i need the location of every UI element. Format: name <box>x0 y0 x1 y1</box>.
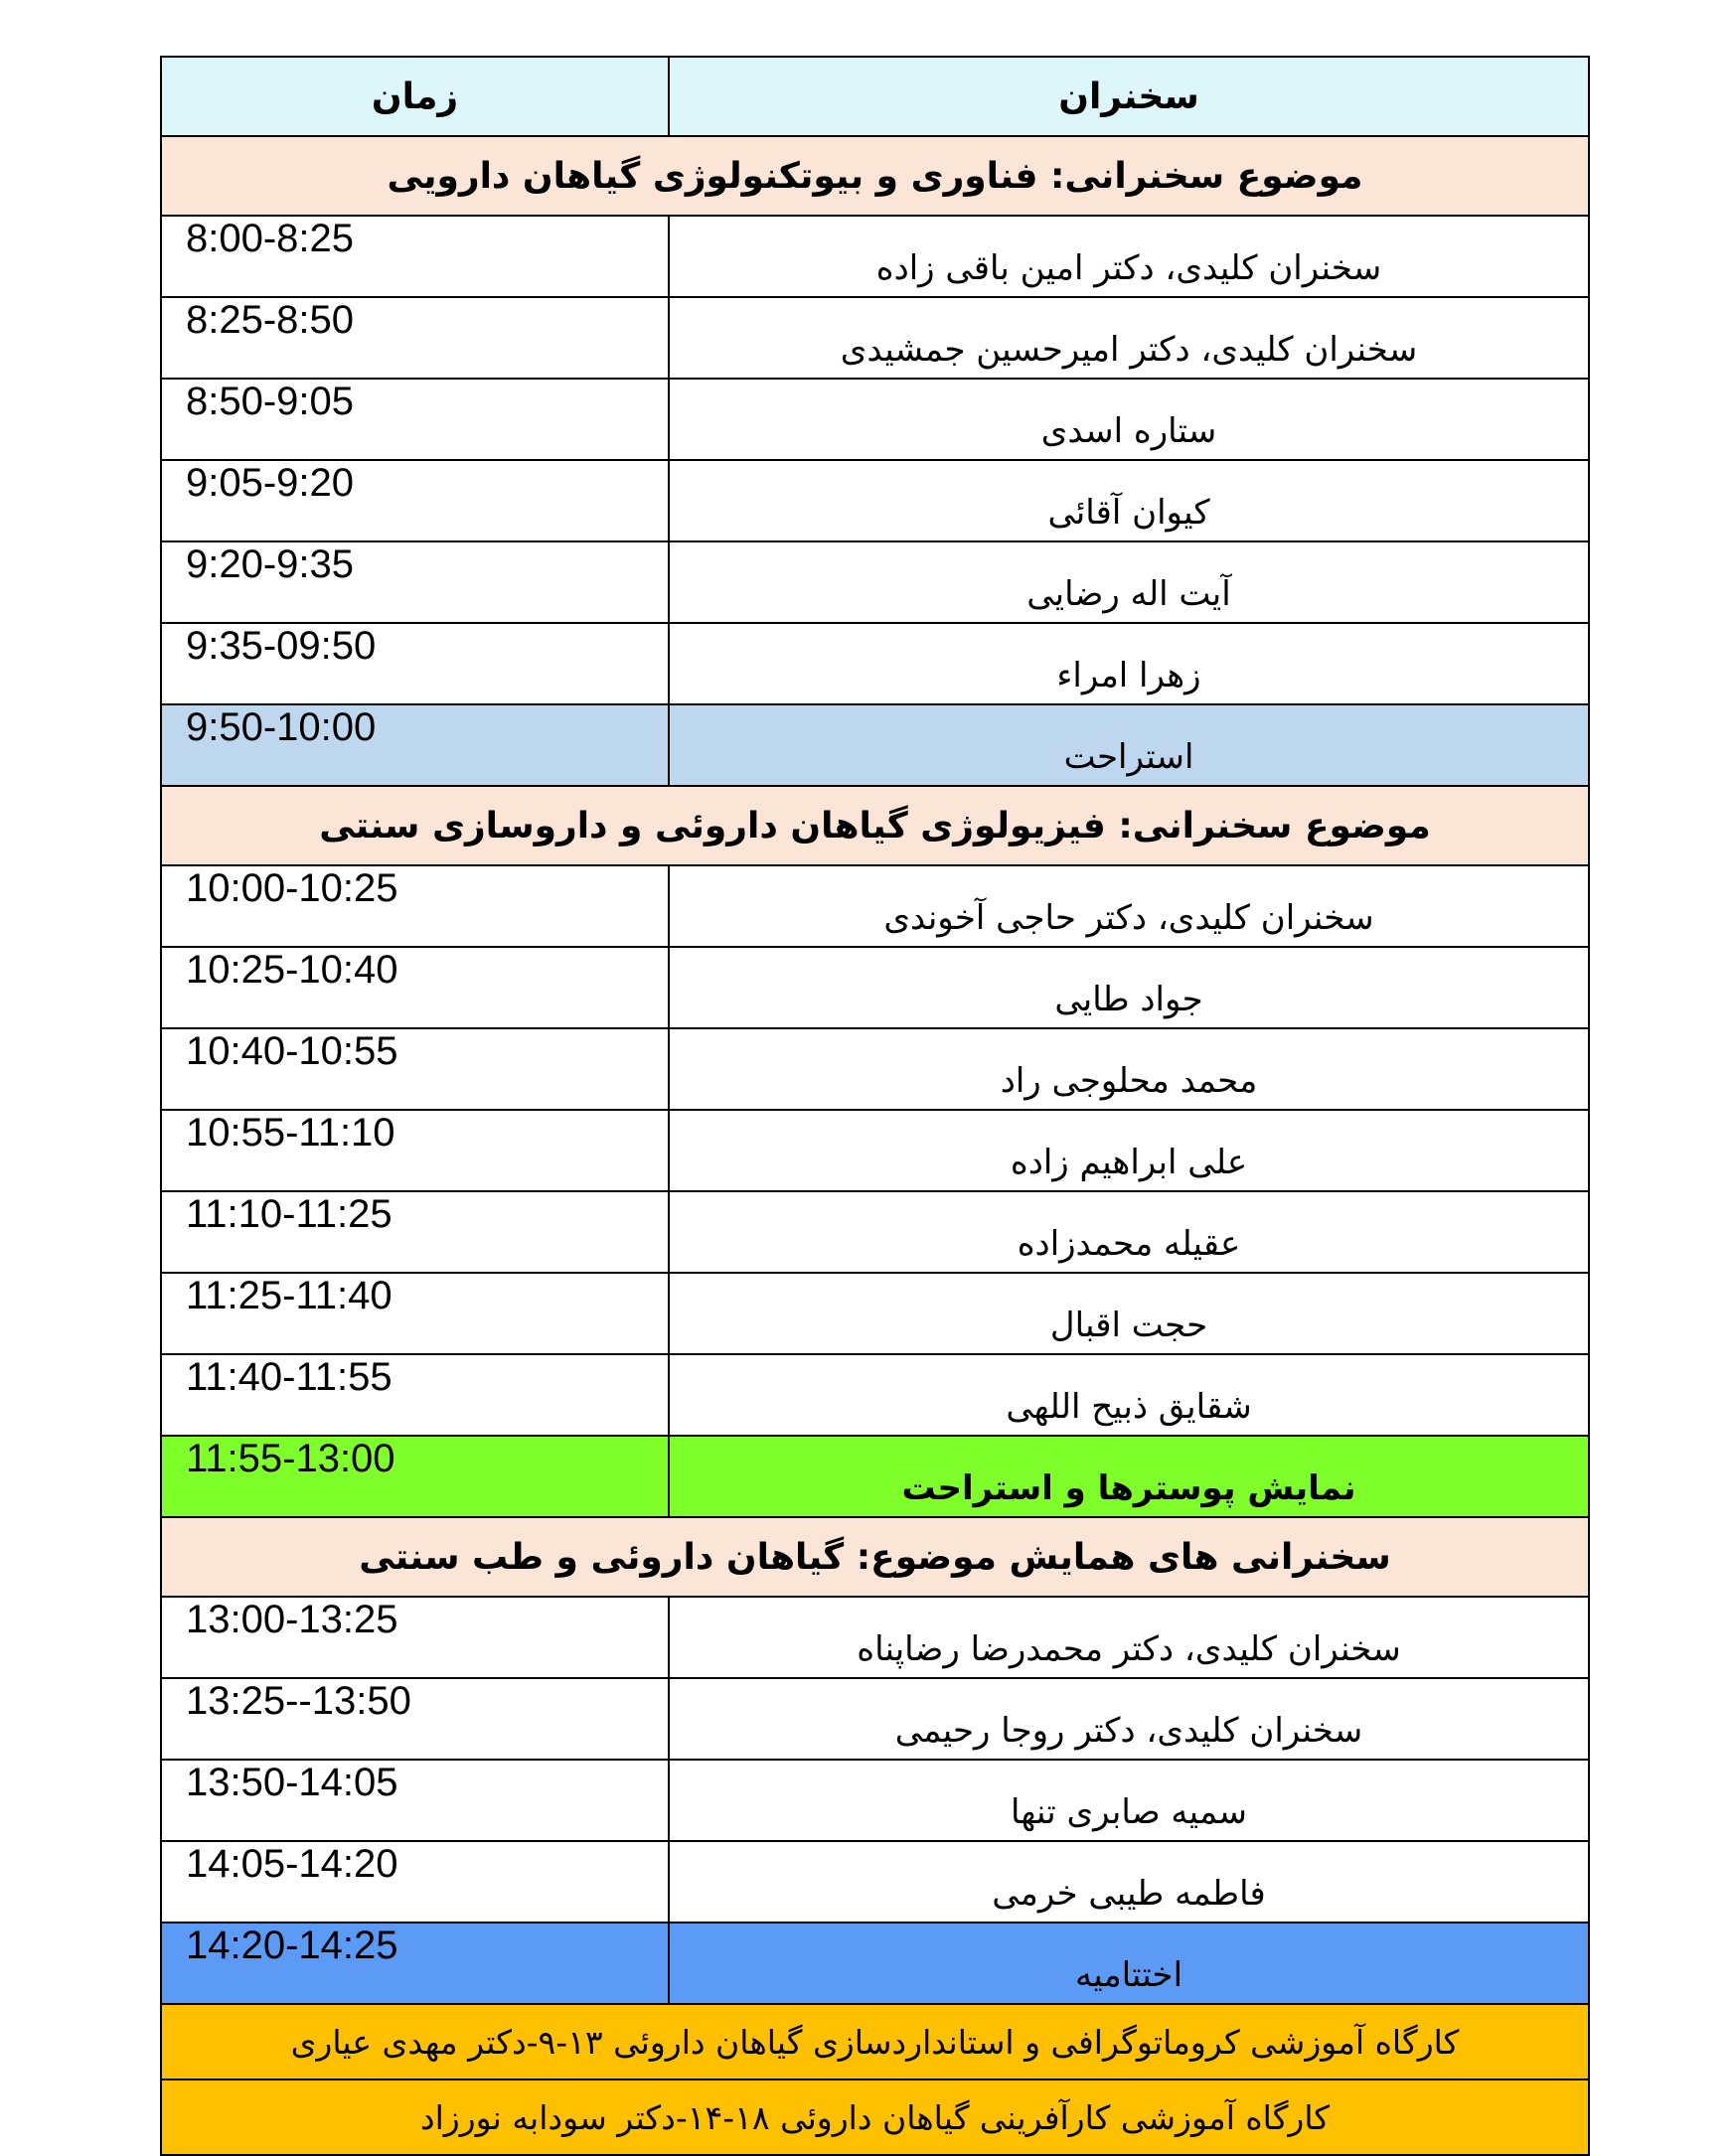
time-cell: 10:00-10:25 <box>161 865 669 947</box>
time-cell: 11:55-13:00 <box>161 1436 669 1517</box>
section-title: سخنرانی های همایش موضوع: گیاهان داروئی و طب سنتی <box>161 1517 1589 1597</box>
speaker-cell: شقایق ذبیح اللهی <box>669 1354 1589 1436</box>
time-cell: 11:10-11:25 <box>161 1191 669 1273</box>
speaker-cell: زهرا امراء <box>669 623 1589 704</box>
table-row <box>161 297 1589 379</box>
speaker-cell: جواد طایی <box>669 947 1589 1028</box>
time-cell: 14:20-14:25 <box>161 1923 669 2004</box>
table-row <box>161 1597 1589 1678</box>
time-cell: 13:25--13:50 <box>161 1678 669 1760</box>
speaker-cell: کیوان آقائی <box>669 460 1589 541</box>
table-row <box>161 1191 1589 1273</box>
section-title-row <box>161 786 1589 865</box>
time-cell: 8:25-8:50 <box>161 297 669 379</box>
table-row <box>161 947 1589 1028</box>
break-row <box>161 704 1589 786</box>
time-cell: 13:00-13:25 <box>161 1597 669 1678</box>
header-row <box>161 57 1589 136</box>
table-row <box>161 1841 1589 1923</box>
time-cell: 10:40-10:55 <box>161 1028 669 1110</box>
poster-break-row <box>161 1436 1589 1517</box>
time-cell: 8:00-8:25 <box>161 216 669 297</box>
table-row <box>161 1678 1589 1760</box>
time-cell: 11:40-11:55 <box>161 1354 669 1436</box>
table-row <box>161 865 1589 947</box>
workshop-cell: کارگاه آموزشی کروماتوگرافی و استانداردسازی گیاهان داروئی ۱۳-۹-دکتر مهدی عیاری <box>161 2004 1589 2079</box>
table-row <box>161 1760 1589 1841</box>
speaker-cell: سخنران کلیدی، دکتر روجا رحیمی <box>669 1678 1589 1760</box>
table-row <box>161 541 1589 623</box>
table-row <box>161 379 1589 460</box>
speaker-cell: آیت اله رضایی <box>669 541 1589 623</box>
section-title: موضوع سخنرانی: فیزیولوژی گیاهان داروئی و داروسازی سنتی <box>161 786 1589 865</box>
workshop-row <box>161 2079 1589 2155</box>
workshop-row <box>161 2004 1589 2079</box>
speaker-cell: حجت اقبال <box>669 1273 1589 1354</box>
speaker-cell: عقیله محمدزاده <box>669 1191 1589 1273</box>
table-row <box>161 1110 1589 1191</box>
table-row <box>161 460 1589 541</box>
workshop-cell: کارگاه آموزشی کارآفرینی گیاهان داروئی ۱۸-۱۴-دکتر سودابه نورزاد <box>161 2079 1589 2155</box>
section-title-row <box>161 1517 1589 1597</box>
table-row <box>161 623 1589 704</box>
header-speaker: سخنران <box>669 57 1589 136</box>
time-cell: 9:35-09:50 <box>161 623 669 704</box>
table-row <box>161 1273 1589 1354</box>
time-cell: 14:05-14:20 <box>161 1841 669 1923</box>
speaker-cell: فاطمه طیبی خرمی <box>669 1841 1589 1923</box>
time-cell: 10:55-11:10 <box>161 1110 669 1191</box>
time-cell: 10:25-10:40 <box>161 947 669 1028</box>
speaker-cell: سخنران کلیدی، دکتر امیرحسین جمشیدی <box>669 297 1589 379</box>
schedule-table <box>160 56 1590 2156</box>
time-cell: 8:50-9:05 <box>161 379 669 460</box>
time-cell: 9:50-10:00 <box>161 704 669 786</box>
table-row <box>161 1354 1589 1436</box>
section-title: موضوع سخنرانی: فناوری و بیوتکنولوژی گیاهان دارویی <box>161 136 1589 216</box>
speaker-cell: ستاره اسدی <box>669 379 1589 460</box>
speaker-cell: سمیه صابری تنها <box>669 1760 1589 1841</box>
speaker-cell: محمد محلوجی راد <box>669 1028 1589 1110</box>
poster-break-cell: نمایش پوسترها و استراحت <box>669 1436 1589 1517</box>
header-time: زمان <box>161 57 669 136</box>
table-row <box>161 1028 1589 1110</box>
speaker-cell: سخنران کلیدی، دکتر امین باقی زاده <box>669 216 1589 297</box>
time-cell: 9:20-9:35 <box>161 541 669 623</box>
time-cell: 9:05-9:20 <box>161 460 669 541</box>
speaker-cell: علی ابراهیم زاده <box>669 1110 1589 1191</box>
table-row <box>161 216 1589 297</box>
section-title-row <box>161 136 1589 216</box>
closing-cell: اختتامیه <box>669 1923 1589 2004</box>
time-cell: 13:50-14:05 <box>161 1760 669 1841</box>
speaker-cell: سخنران کلیدی، دکتر محمدرضا رضاپناه <box>669 1597 1589 1678</box>
closing-row <box>161 1923 1589 2004</box>
time-cell: 11:25-11:40 <box>161 1273 669 1354</box>
break-cell: استراحت <box>669 704 1589 786</box>
speaker-cell: سخنران کلیدی، دکتر حاجی آخوندی <box>669 865 1589 947</box>
